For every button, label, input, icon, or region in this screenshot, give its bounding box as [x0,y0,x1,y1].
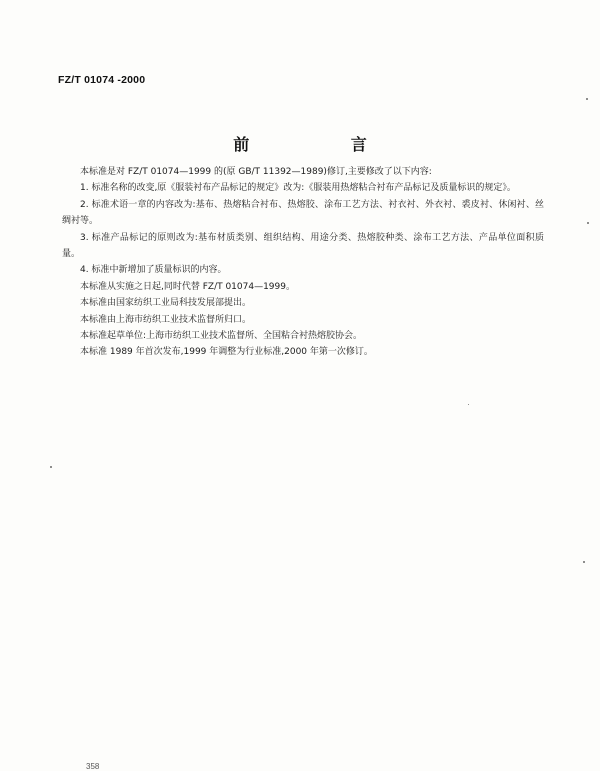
paragraph-intro: 本标准是对 FZ/T 01074—1999 的(原 GB/T 11392—1989)修订,主要修改了以下内容: [80,167,432,177]
page-number: 358 [86,762,100,771]
paragraph-item-3: 3. 标准产品标记的原则改为:基布材质类别、组织结构、用途分类、热熔胶种类、涂布工艺方法、产品单位面积质量。 [62,232,544,260]
scan-speck [468,404,469,405]
scan-speck [583,561,585,563]
paragraph-history: 本标准 1989 年首次发布,1999 年调整为行业标准,2000 年第一次修订。 [80,347,373,358]
page-title: 前 言 [233,135,415,154]
paragraph-item-1: 1. 标准名称的改变,原《服装衬布产品标记的规定》改为:《服装用热熔粘合衬布产品标记及质量标识的规定》。 [80,183,516,194]
scan-speck [586,98,588,100]
paragraph-item-4: 4. 标准中新增加了质量标识的内容。 [80,265,227,276]
paragraph-item-2: 2. 标准术语一章的内容改为:基布、热熔粘合衬布、热熔胶、涂布工艺方法、衬衣衬、外衣衬、裘皮衬、休闲衬、丝绸衬等。 [62,199,544,227]
scan-speck [50,466,52,468]
paragraph-replacement: 本标准从实施之日起,同时代替 FZ/T 01074—1999。 [80,281,295,292]
scan-speck [587,222,589,224]
body-text [62,164,544,361]
paragraph-drafters: 本标准起草单位:上海市纺织工业技术监督所、全国粘合衬热熔胶协会。 [80,331,363,342]
standard-code: FZ/T 01074 -2000 [58,74,146,86]
paragraph-proposer: 本标准由国家纺织工业局科技发展部提出。 [80,298,252,309]
paragraph-administrator: 本标准由上海市纺织工业技术监督所归口。 [80,314,252,325]
